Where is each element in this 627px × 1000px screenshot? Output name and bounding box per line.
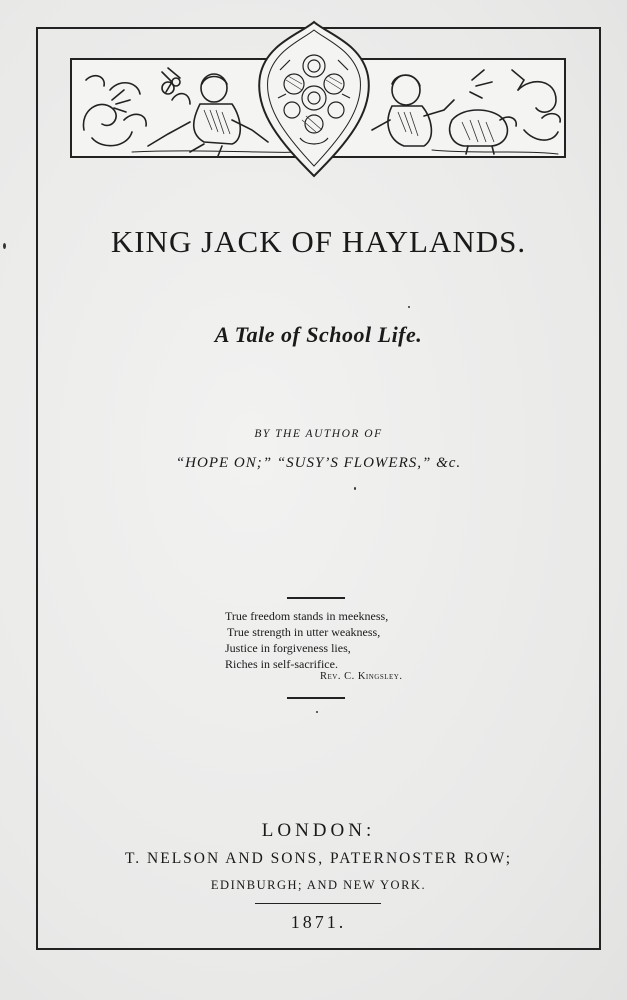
- byline: BY THE AUTHOR OF: [254, 428, 383, 440]
- epigraph-line: Justice in forgiveness lies,: [225, 641, 351, 655]
- epigraph-line: Riches in self-sacrifice.: [225, 657, 338, 671]
- epigraph-line: True freedom stands in meekness,: [225, 609, 389, 623]
- print-speck: [408, 306, 410, 308]
- print-speck: [354, 487, 356, 490]
- imprint-publisher: T. NELSON AND SONS, PATERNOSTER ROW;: [124, 850, 513, 867]
- print-speck: [316, 711, 318, 713]
- other-works: “HOPE ON;” “SUSY’S FLOWERS,” &c.: [175, 455, 462, 471]
- book-title: KING JACK OF HAYLANDS.: [110, 224, 527, 259]
- floral-medallion: [250, 20, 378, 180]
- imprint-locations: EDINBURGH; AND NEW YORK.: [210, 878, 427, 892]
- imprint-rule: [255, 903, 381, 904]
- epigraph-attribution: Rev. C. Kingsley.: [320, 671, 403, 682]
- epigraph-top-rule: [287, 597, 345, 599]
- print-speck: [3, 243, 6, 249]
- book-subtitle: A Tale of School Life.: [214, 322, 423, 347]
- epigraph: [225, 608, 445, 672]
- epigraph-line: True strength in utter weakness,: [227, 625, 381, 639]
- imprint-city: LONDON:: [261, 820, 376, 841]
- imprint-year: 1871.: [290, 912, 347, 932]
- epigraph-bottom-rule: [287, 697, 345, 699]
